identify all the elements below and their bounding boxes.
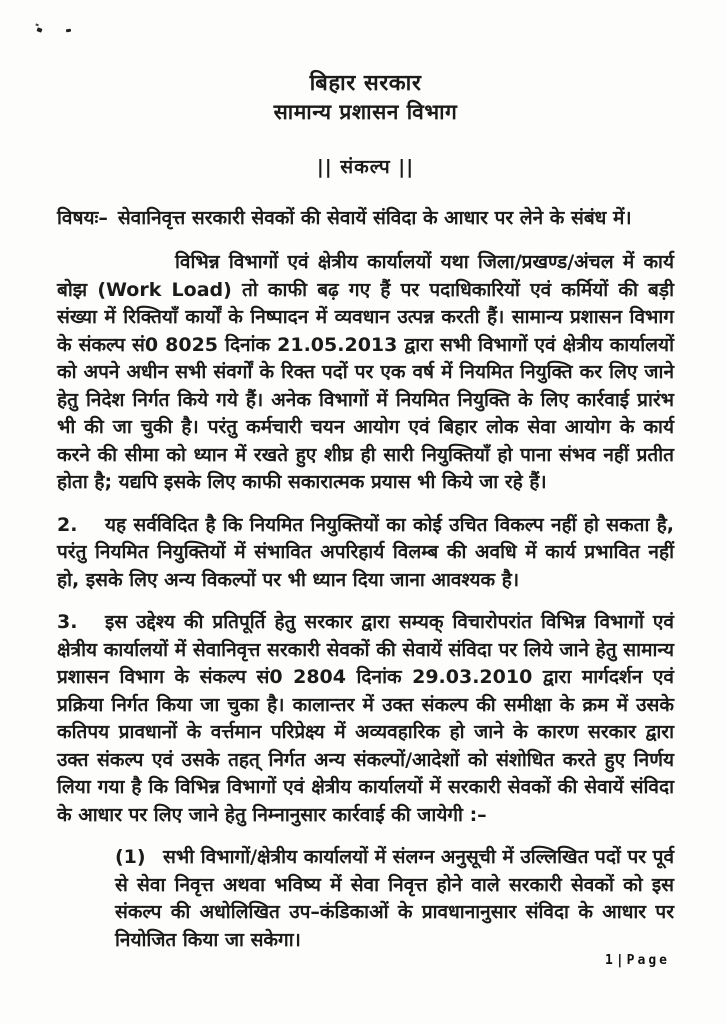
sub-item-1 xyxy=(115,844,674,954)
paragraph-3-text: इस उद्देश्य की प्रतिपूर्ति हेतु सरकार द्वारा सम्यक् विचारोपरांत विभिन्न विभागों एवं क्षेत्रीय कार्यालयों में सेवानिवृत्त सरकारी सेवकों की सेवायें संविदा पर लिये जाने हेतु सामान्य प्रशासन विभाग के संकल्प सं0 2804 दिनांक 29.03.2010 द्वारा मार्गदर्शन एवं प्रक्रिया निर्गत किया जा चुका है। कालान्तर में उक्त संकल्प की समीक्षा के क्रम में उसके कतिपय प्रावधानों के वर्त्तमान परिप्रेक्ष्य में अव्यवहारिक हो जाने के कारण सरकार द्वारा उक्त संकल्प एवं उसके तहत् निर्गत अन्य संकल्पों/आदेशों को संशोधित करते हुए निर्णय लिया गया है कि विभिन्न विभागों एवं क्षेत्रीय कार्यालयों में सरकारी सेवकों की सेवायें संविदा के आधार पर लिए जाने हेतु निम्नानुसार कार्रवाई की जायेगी :– xyxy=(57,611,674,826)
paragraph-2 xyxy=(57,512,674,595)
sub-item-1-number: (1) xyxy=(115,846,146,868)
paragraph-1-text: विभिन्न विभागों एवं क्षेत्रीय कार्यालयों यथा जिला/प्रखण्ड/अंचल में कार्य बोझ (Work Load) तो काफी बढ़ गए हैं पर पदाधिकारियों एवं कर्मियों की बड़ी संख्या में रिक्तियाँ कार्यों के निष्पादन में व्यवधान उत्पन्न करती हैं। सामान्य प्रशासन विभाग के संकल्प सं0 8025 दिनांक 21.05.2013 द्वारा सभी विभागों एवं क्षेत्रीय कार्यालयों को अपने अधीन सभी संवर्गों के रिक्त पदों पर एक वर्ष में नियमित नियुक्ति कर लिए जाने हेतु निदेश निर्गत किये गये हैं। अनेक विभागों में नियमित नियुक्ति के लिए कार्रवाई प्रारंभ भी की जा चुकी है। परंतु कर्मचारी चयन आयोग एवं बिहार लोक सेवा आयोग के कार्य करने की सीमा को ध्यान में रखते हुए शीघ्र ही सारी नियुक्तियाँ हो पाना संभव नहीं प्रतीत होता है; यद्यपि इसके लिए काफी सकारात्मक प्रयास भी किये जा रहे हैं। xyxy=(57,251,674,493)
department-name: सामान्य प्रशासन विभाग xyxy=(273,100,458,124)
ink-mark xyxy=(36,27,42,32)
ink-mark xyxy=(66,29,71,33)
subject-text: सेवानिवृत्त सरकारी सेवकों की सेवायें संविदा के आधार पर लेने के संबंध में। xyxy=(117,207,632,229)
paragraph-3 xyxy=(57,609,674,829)
sub-item-1-text-before: सभी विभागों/क्षेत्रीय कार्यालयों में xyxy=(163,846,393,868)
page-number: 1|Page xyxy=(605,953,670,968)
sub-item-1-bold-text: संलग्न अनुसूची xyxy=(392,846,496,868)
document-content xyxy=(57,70,674,954)
paragraph-2-text: यह सर्वविदित है कि नियमित नियुक्तियों का कोई उचित विकल्प नहीं हो सकता है, परंतु नियमित नियुक्तियों में संभावित अपरिहार्य विलम्ब की अवधि में कार्य प्रभावित नहीं हो, इसके लिए अन्य विकल्पों पर भी ध्यान दिया जाना आवश्यक है। xyxy=(57,513,674,591)
subject-line xyxy=(57,205,674,232)
paragraph-2-number: 2. xyxy=(57,513,78,536)
subject-label: विषयः– xyxy=(57,207,108,229)
sub-item-1-text-after: में उल्लिखित पदों पर पूर्व से सेवा निवृत्त अथवा भविष्य में सेवा निवृत्त होने वाले सरकारी सेवकों को इस संकल्प की अधोलिखित उप–कंडिकाओं के प्रावधानानुसार संविदा के आधार पर नियोजित किया जा सकेगा। xyxy=(115,846,675,951)
document-header xyxy=(57,70,674,179)
paragraph-3-number: 3. xyxy=(57,611,78,633)
document-type-title: || संकल्प || xyxy=(316,156,415,178)
paragraph-1 xyxy=(57,249,674,497)
government-name: बिहार सरकार xyxy=(309,71,422,96)
